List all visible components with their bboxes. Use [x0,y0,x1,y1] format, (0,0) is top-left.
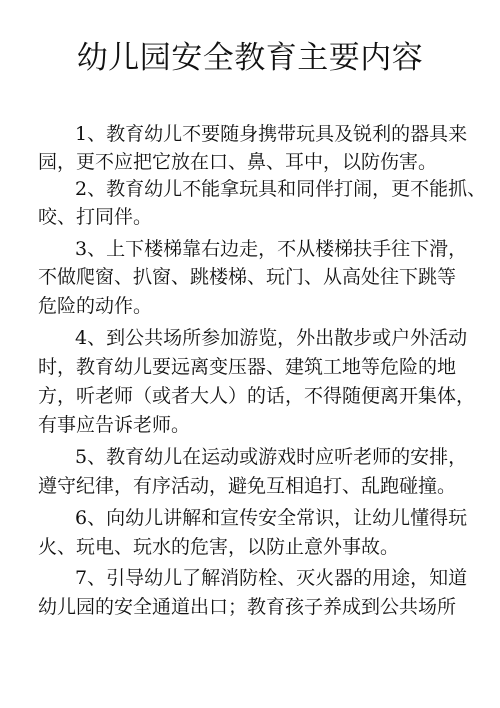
text-line: 园，更不应把它放在口、鼻、耳中，以防伤害。 [38,151,438,173]
text-line: 1、教育幼儿不要随身携带玩具及锐利的器具来 [75,123,468,145]
text-line: 幼儿园的安全通道出口；教育孩子养成到公共场所 [38,596,457,618]
text-line: 火、玩电、玩水的危害，以防止意外事故。 [38,536,400,558]
text-line: 方，听老师（或者大人）的话，不得随便离开集体， [38,385,476,407]
text-line: 危险的动作。 [38,295,153,317]
text-line: 有事应告诉老师。 [38,414,191,436]
text-line: 3、上下楼梯靠右边走，不从楼梯扶手往下滑， [75,238,468,260]
text-line: 遵守纪律，有序活动，避免互相追打、乱跑碰撞。 [38,475,457,497]
text-line: 5、教育幼儿在运动或游戏时应听老师的安排， [75,446,468,468]
text-line: 6、向幼儿讲解和宣传安全常识，让幼儿懂得玩 [75,507,468,529]
text-line: 2、教育幼儿不能拿玩具和同伴打闹，更不能抓、 [75,178,487,200]
text-line: 时，教育幼儿要远离变压器、建筑工地等危险的地 [38,356,457,378]
text-line: 咬、打同伴。 [38,206,153,228]
text-line: 不做爬窗、扒窗、跳楼梯、玩门、从高处往下跳等 [38,266,457,288]
text-line: 4、到公共场所参加游览，外出散步或户外活动 [75,327,468,349]
document-title: 幼儿园安全教育主要内容 [76,40,424,76]
text-line: 7、引导幼儿了解消防栓、灭火器的用途，知道 [75,567,468,589]
